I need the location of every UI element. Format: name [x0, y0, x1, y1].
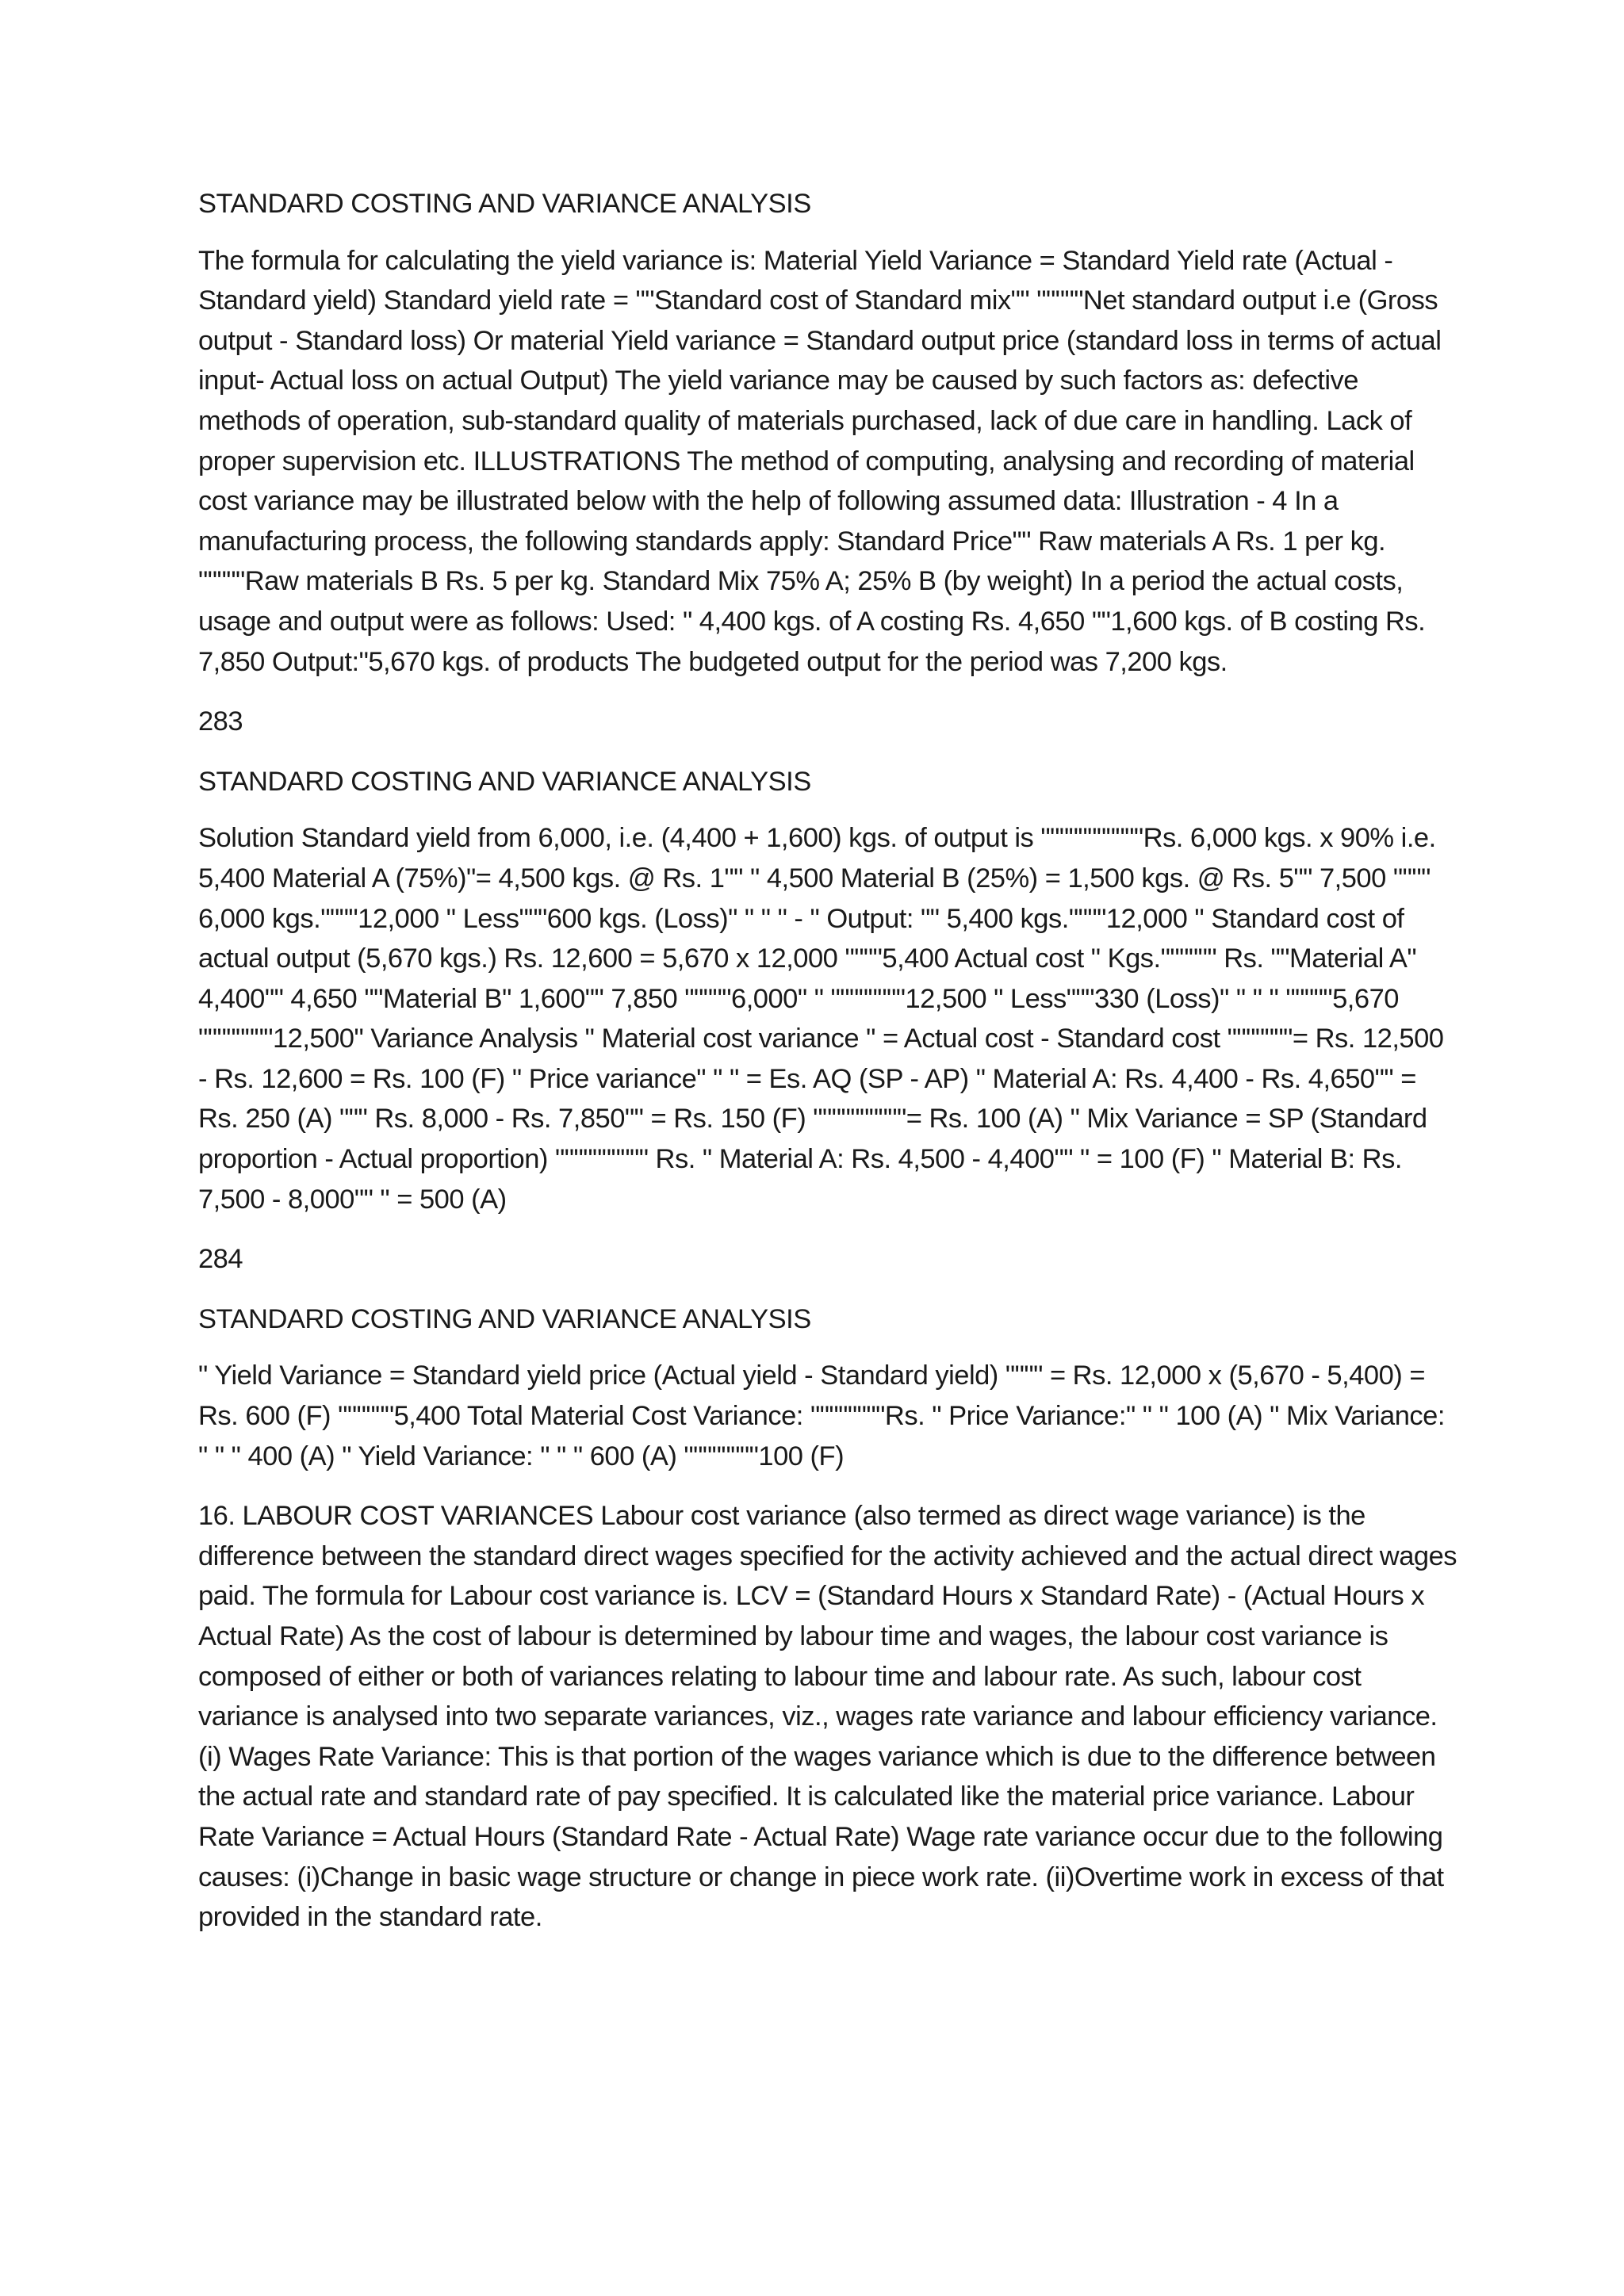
page-number: 283: [198, 706, 243, 737]
paragraph: 16. LABOUR COST VARIANCES Labour cost variance (also termed as direct wage variance) is the difference between the standard direct wages specified for the activity achieved and the actual direct wages paid. The formula for Labour cost variance is. LCV = (Standard Hours x Standard Rate) - (Actual Hours x Actual Rate) As the cost of labour is determined by labour time and wages, the labour cost variance is composed of either or both of variances relating to labour time and labour rate. As such, labour cost variance is analysed into two separate variances, viz., wages rate variance and labour efficiency variance. (i) Wages Rate Variance: This is that portion of the wages variance which is due to the difference between the actual rate and standard rate of pay specified. It is calculated like the material price variance. Labour Rate Variance = Actual Hours (Standard Rate - Actual Rate) Wage rate variance occur due to the following causes: (i)Change in basic wage structure or change in piece work rate. (ii)Overtime work in excess of that provided in the standard rate.: [198, 1501, 1457, 1933]
section-heading: STANDARD COSTING AND VARIANCE ANALYSIS: [198, 1303, 811, 1334]
paragraph: " Yield Variance = Standard yield price (Actual yield - Standard yield) """" = Rs. 12,000 x (5,670 - 5,400) = Rs. 600 (F) """"""5,400 Total Material Cost Variance: """"""""Rs. " Price Variance:" " " 100 (A) " Mix Variance: " " " 400 (A) " Yield Variance: " " " 600 (A) """"""""100 (F): [198, 1360, 1445, 1471]
section-heading: STANDARD COSTING AND VARIANCE ANALYSIS: [198, 189, 811, 219]
paragraph: Solution Standard yield from 6,000, i.e. (4,400 + 1,600) kgs. of output is """""""""""Rs. 6,000 kgs. x 90% i.e. 5,400 Material A (75%)"= 4,500 kgs. @ Rs. 1"" " 4,500 Material B (25%) = 1,500 kgs. @ Rs. 5"" 7,500 """" 6,000 kgs.""""12,000 " Less"""600 kgs. (Loss)" " " " - " Output: "" 5,400 kgs.""""12,000 " Standard cost of actual output (5,670 kgs.) Rs. 12,600 = 5,670 x 12,000 """"5,400 Actual cost " Kgs."""""" Rs. ""Material A" 4,400"" 4,650 ""Material B" 1,600"" 7,850 """""6,000" " """"""""12,500 " Less"""330 (Loss)" " " " """""5,670 """"""""12,500" Variance Analysis " Material cost variance " = Actual cost - Standard cost """""""= Rs. 12,500 - Rs. 12,600 = Rs. 100 (F) " Price variance" " " = Es. AQ (SP - AP) " Material A: Rs. 4,400 - Rs. 4,650"" = Rs. 250 (A) """ Rs. 8,000 - Rs. 7,850"" = Rs. 150 (F) """"""""""= Rs. 100 (A) " Mix Variance = SP (Standard proportion - Actual proportion) """""""""" Rs. " Material A: Rs. 4,500 - 4,400"" " = 100 (F) " Material B: Rs. 7,500 - 8,000"" " = 500 (A): [198, 823, 1444, 1215]
section-heading: STANDARD COSTING AND VARIANCE ANALYSIS: [198, 766, 811, 797]
document-page: [198, 184, 1459, 1957]
paragraph: The formula for calculating the yield variance is: Material Yield Variance = Standard Yield rate (Actual - Standard yield) Standard yield rate = ""Standard cost of Standard mix"" """""Net standard output i.e (Gross output - Standard loss) Or material Yield variance = Standard output price (standard loss in terms of actual input- Actual loss on actual Output) The yield variance may be caused by such factors as: defective methods of operation, sub-standard quality of materials purchased, lack of due care in handling. Lack of proper supervision etc. ILLUSTRATIONS The method of computing, analysing and recording of material cost variance may be illustrated below with the help of following assumed data: Illustration - 4 In a manufacturing process, the following standards apply: Standard Price"" Raw materials A Rs. 1 per kg. """""Raw materials B Rs. 5 per kg. Standard Mix 75% A; 25% B (by weight) In a period the actual costs, usage and output were as follows: Used: " 4,400 kgs. of A costing Rs. 4,650 ""1,600 kgs. of B costing Rs. 7,850 Output:"5,670 kgs. of products The budgeted output for the period was 7,200 kgs.: [198, 245, 1442, 677]
page-number: 284: [198, 1244, 243, 1275]
